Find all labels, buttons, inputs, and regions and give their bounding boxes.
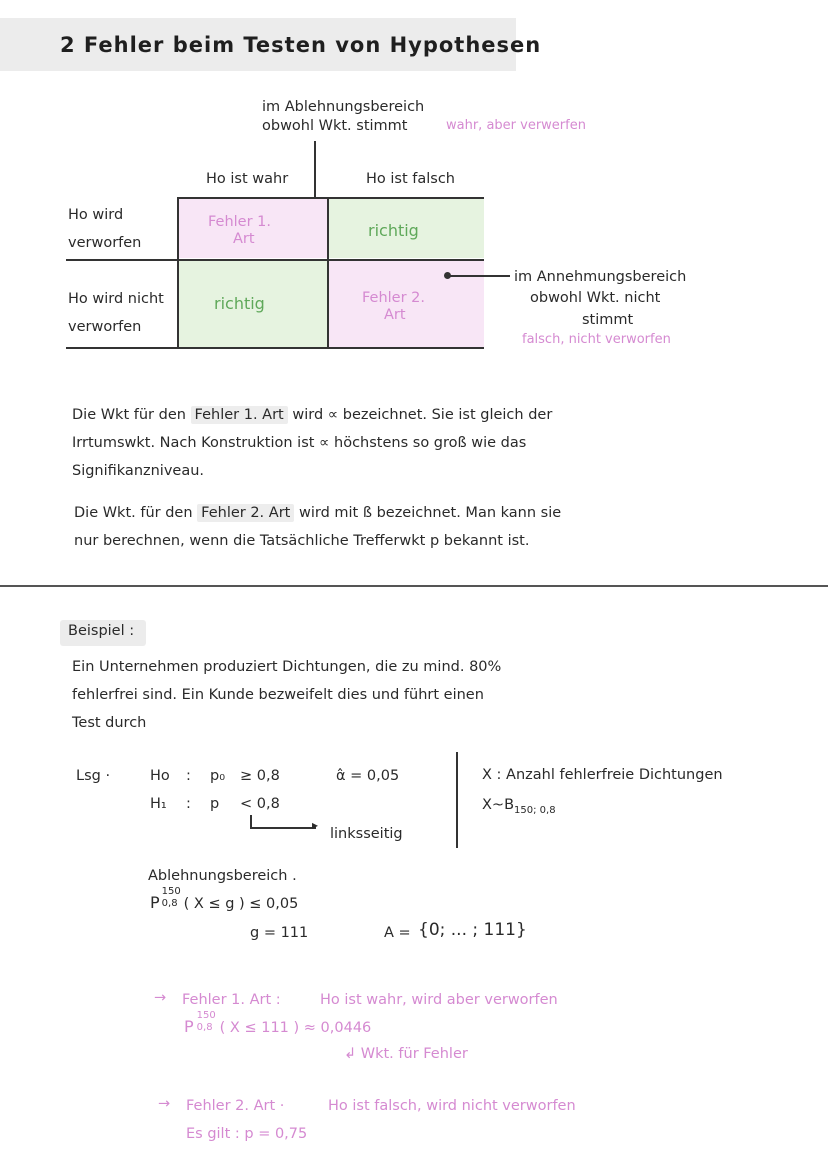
- grid-middle-line: [66, 259, 484, 261]
- para2-text-a: Die Wkt. für den: [74, 505, 193, 521]
- cell-error1-line2: Art: [233, 231, 255, 247]
- para1-line2: Irrtumswkt. Nach Konstruktion ist ∝ höchstens so groß wie das: [72, 435, 527, 451]
- annotation-right-line3: stimmt: [582, 312, 634, 328]
- rejection-p-sup: 150: [161, 886, 181, 897]
- error2-arrow-icon: →: [158, 1096, 171, 1112]
- para2-line2: nur berechnen, wenn die Tatsächliche Trefferwkt p bekannt ist.: [74, 533, 530, 549]
- example-line3: Test durch: [72, 715, 147, 731]
- para1-line3: Signifikanzniveau.: [72, 463, 205, 479]
- random-variable-distribution: [482, 797, 556, 816]
- solution-label: Lsg ·: [76, 768, 111, 784]
- col-header-true: Ho ist wahr: [206, 171, 289, 187]
- rejection-region-label: Ablehnungsbereich .: [148, 868, 297, 884]
- error1-arrow-icon: →: [154, 990, 167, 1006]
- annotation-top-note: wahr, aber verwerfen: [446, 118, 586, 133]
- cell-error2-line1: Fehler 2.: [362, 290, 426, 306]
- error2-description: Ho ist falsch, wird nicht verworfen: [328, 1098, 576, 1114]
- distribution-params: 150; 0,8: [514, 805, 556, 816]
- critical-value: g = 111: [250, 925, 309, 941]
- col-header-false: Ho ist falsch: [366, 171, 455, 187]
- example-label: Beispiel :: [68, 623, 135, 639]
- error1-calculation: [184, 1010, 372, 1036]
- para1-text-c: wird ∝ bezeichnet. Sie ist gleich der: [292, 407, 553, 423]
- para2-highlight: Fehler 2. Art: [197, 504, 294, 522]
- cell-error1-line1: Fehler 1.: [208, 214, 272, 230]
- page-title: 2 Fehler beim Testen von Hypothesen: [60, 33, 542, 57]
- cell-error2-line2: Art: [384, 307, 406, 323]
- error2-label: Fehler 2. Art ·: [186, 1098, 285, 1114]
- rejection-p-sub: 0,8: [161, 898, 178, 909]
- random-variable-definition: X : Anzahl fehlerfreie Dichtungen: [482, 767, 723, 783]
- row-header-1-line1: Ho wird: [68, 207, 124, 223]
- annotation-right-pointer: [450, 275, 510, 277]
- para1-text-a: Die Wkt für den: [72, 407, 186, 423]
- rejection-set-prefix: A =: [384, 925, 411, 941]
- error1-p-sup: 150: [196, 1010, 216, 1021]
- hypothesis-h1: H₁: [150, 796, 167, 812]
- hypothesis-h0: Ho: [150, 768, 170, 784]
- error1-note: ↲ Wkt. für Fehler: [344, 1046, 468, 1062]
- rejection-region-condition: [150, 886, 299, 912]
- error1-label: Fehler 1. Art :: [182, 992, 281, 1008]
- cell-correct-2-text: richtig: [214, 294, 265, 313]
- hypothesis-h1-relation: < 0,8: [240, 796, 280, 812]
- hypothesis-h1-colon: :: [186, 796, 191, 812]
- hypothesis-h1-p: p: [210, 796, 220, 812]
- grid-bottom-line: [66, 347, 484, 349]
- row-header-2-line2: verworfen: [68, 319, 142, 335]
- side-arrow-head-icon: ▸: [312, 818, 319, 832]
- rejection-condition-text: ( X ≤ g ) ≤ 0,05: [183, 896, 299, 912]
- error1-calc-text: ( X ≤ 111 ) ≈ 0,0446: [219, 1020, 372, 1036]
- distribution-main: X~B: [482, 797, 515, 813]
- annotation-right-line2: obwohl Wkt. nicht: [530, 290, 661, 306]
- error1-p-symbol: P: [184, 1017, 194, 1036]
- para1-line1: [72, 407, 552, 423]
- row-header-2-line1: Ho wird nicht: [68, 291, 164, 307]
- rejection-p-indices: [160, 886, 184, 909]
- row-header-1-line2: verworfen: [68, 235, 142, 251]
- error2-given: Es gilt : p = 0,75: [186, 1126, 308, 1142]
- error1-p-indices: [194, 1010, 220, 1033]
- error1-p-sub: 0,8: [196, 1022, 213, 1033]
- grid-top-line: [178, 197, 484, 199]
- hypothesis-h0-p: p₀: [210, 768, 226, 784]
- annotation-right-note: falsch, nicht verworfen: [522, 332, 671, 347]
- example-line1: Ein Unternehmen produziert Dichtungen, die zu mind. 80%: [72, 659, 502, 675]
- hypothesis-h0-relation: ≥ 0,8: [240, 768, 280, 784]
- section-divider: [0, 585, 828, 587]
- rejection-set: {0; ... ; 111}: [418, 920, 527, 940]
- cell-correct-2: [178, 260, 328, 347]
- para2-text-c: wird mit ß bezeichnet. Man kann sie: [298, 505, 562, 521]
- cell-error1: [178, 198, 328, 258]
- alpha-value: α̂ = 0,05: [336, 768, 400, 784]
- side-arrow-line: [250, 827, 316, 829]
- grid-left-line: [177, 197, 179, 348]
- test-side: linksseitig: [330, 826, 403, 842]
- annotation-top-line2: obwohl Wkt. stimmt: [262, 118, 408, 134]
- example-line2: fehlerfrei sind. Ein Kunde bezweifelt dies und führt einen: [72, 687, 484, 703]
- cell-error2: [328, 260, 484, 347]
- hypothesis-h0-colon: :: [186, 768, 191, 784]
- solution-separator: [456, 752, 458, 848]
- rejection-p-symbol: P: [150, 893, 160, 912]
- grid-center-line: [327, 197, 329, 348]
- para2-line1: [74, 505, 561, 521]
- annotation-right-line1: im Annehmungsbereich: [514, 269, 687, 285]
- error1-description: Ho ist wahr, wird aber verworfen: [320, 992, 558, 1008]
- annotation-top-line1: im Ablehnungsbereich: [262, 99, 425, 115]
- cell-correct-1-text: richtig: [368, 221, 419, 240]
- cell-correct-1: [328, 198, 484, 258]
- para1-highlight: Fehler 1. Art: [191, 406, 288, 424]
